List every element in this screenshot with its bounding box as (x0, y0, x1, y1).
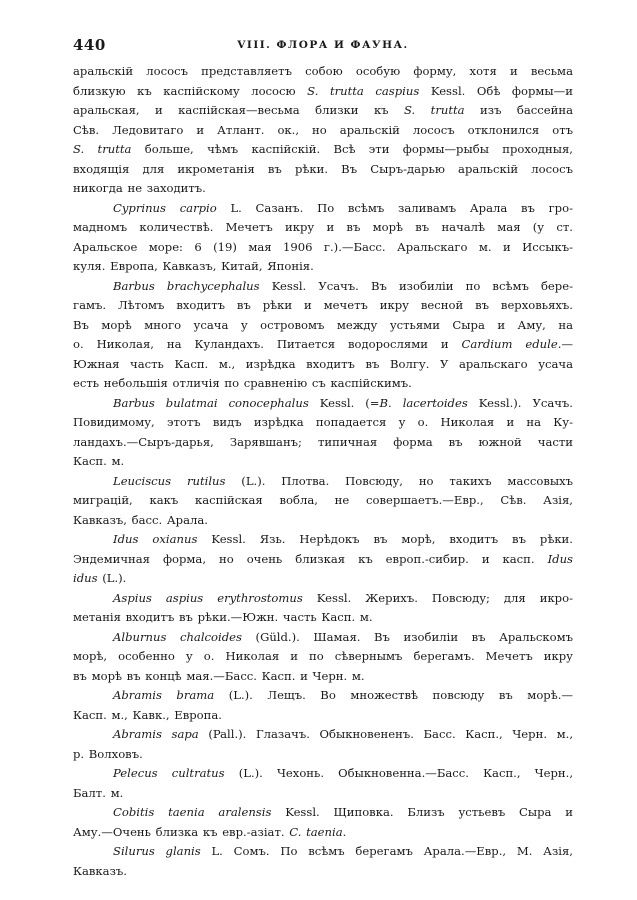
latin-name: Cardium edule (461, 337, 558, 351)
text-run: (L.). Лещъ. Во множествѣ повсюду въ морѣ.— (214, 688, 573, 702)
latin-name: Cobitis taenia aralensis (113, 805, 272, 819)
text-line (73, 608, 573, 628)
text-line (73, 257, 573, 277)
latin-name: Leuciscus rutilus (113, 473, 226, 488)
text-line (73, 179, 573, 199)
text-line (73, 550, 573, 570)
text-line (73, 764, 573, 784)
text-line (73, 433, 573, 453)
latin-name: Idus (547, 551, 573, 566)
text-run: близкую къ каспійскому лососю (73, 83, 308, 98)
latin-name: Cyprinus carpio (113, 200, 217, 215)
text-line (73, 628, 573, 648)
latin-name: B. lacertoides (379, 395, 468, 410)
text-line (73, 355, 573, 375)
text-run: (Güld.). Шамая. Въ изобиліи въ Аральскомъ (241, 629, 573, 644)
text-run: Балт. м. (73, 785, 124, 800)
text-line (73, 530, 573, 550)
species-entry (73, 589, 573, 628)
text-run: Въ морѣ много усача у островомъ между устьями Сыра и Аму, на (73, 317, 573, 332)
text-run: входящія для икрометанія въ рѣки. Въ Сыръ-дарью аральскій лососъ (73, 161, 573, 176)
latin-name: Pelecus cultratus (113, 766, 225, 780)
text-run: Kessl.). Усачъ. (467, 395, 573, 410)
text-run: больше, чѣмъ каспійскій. Всѣ эти формы—рыбы проходныя, (131, 142, 573, 156)
text-line (73, 452, 573, 472)
text-line (73, 725, 573, 745)
text-line (73, 218, 573, 238)
text-run: ландахъ.—Сыръ-дарья, Зарявшанъ; типичная форма въ южной части (73, 434, 573, 449)
text-run: Kessl. Обѣ формы—и (419, 83, 573, 98)
text-run: Kessl. Усачъ. Въ изобиліи по всѣмъ бере- (259, 278, 573, 293)
text-line (73, 491, 573, 511)
text-line (73, 842, 573, 862)
latin-name: idus (73, 571, 98, 585)
text-line (73, 296, 573, 316)
species-entry (73, 842, 573, 881)
text-line (73, 160, 573, 180)
latin-name: Abramis brama (113, 688, 215, 702)
text-line (73, 413, 573, 433)
text-line (73, 745, 573, 765)
text-run: есть небольшія отличія по сравненію съ каспійскимъ. (73, 376, 412, 390)
text-run: Сѣв. Ледовитаго и Атлант. ок., но аральскій лососъ отклонился отъ (73, 122, 573, 137)
continued-paragraph (73, 62, 573, 199)
text-line (73, 862, 573, 882)
text-line (73, 277, 573, 297)
text-run: Касп. м., Кавк., Европа. (73, 707, 222, 722)
species-entry (73, 725, 573, 764)
text-line (73, 140, 573, 160)
latin-name: Silurus glanis (113, 844, 201, 858)
text-run: Аму.—Очень близка къ евр.-азіат. (73, 824, 290, 839)
text-line (73, 374, 573, 394)
text-line (73, 394, 573, 414)
text-run: мадномъ количествѣ. Мечетъ икру и въ морѣ въ началѣ мая (у ст. (73, 220, 573, 234)
text-run: .— (557, 337, 573, 351)
text-line (73, 101, 573, 121)
text-run: Kessl. Язь. Нерѣдокъ въ морѣ, входитъ въ рѣки. (197, 532, 573, 546)
text-run: метанія входитъ въ рѣки.—Южн. часть Касп. м. (73, 610, 373, 624)
species-entry (73, 803, 573, 842)
text-run: Kessl. Жерихъ. Повсюду; для икро- (302, 590, 573, 605)
text-run: (Pall.). Глазачъ. Обыкновененъ. Басс. Касп., Черн. м., (198, 727, 573, 741)
text-run: L. Сазанъ. По всѣмъ заливамъ Арала въ гро- (216, 200, 573, 215)
text-line (73, 803, 573, 823)
latin-name: Aspius aspius erythrostomus (113, 590, 303, 605)
page-number: 440 (73, 36, 106, 54)
text-line (73, 121, 573, 141)
text-line (73, 784, 573, 804)
text-run: L. Сомъ. По всѣмъ берегамъ Арала.—Евр., М. Азія, (200, 844, 573, 858)
text-run: гамъ. Лѣтомъ входитъ въ рѣки и мечетъ икру весной въ верховьяхъ. (73, 298, 573, 312)
text-run: Повидимому, этотъ видъ изрѣдка попадается у о. Николая и на Ку- (73, 415, 573, 429)
species-entry (73, 530, 573, 589)
text-line (73, 472, 573, 492)
text-run: . (342, 824, 347, 839)
text-line (73, 199, 573, 219)
latin-name: Idus oxianus (113, 532, 198, 546)
latin-name: S. trutta caspius (307, 83, 420, 98)
latin-name: S. trutta (404, 103, 465, 117)
species-entry (73, 394, 573, 472)
latin-name: S. trutta (73, 142, 132, 156)
text-line (73, 706, 573, 726)
running-head: VIII. ФЛОРА И ФАУНА. (237, 39, 409, 51)
text-run: Kessl. Щиповка. Близъ устьевъ Сыра и (271, 805, 573, 819)
text-line (73, 82, 573, 102)
text-run: аральскій лососъ представляетъ собою особую форму, хотя и весьма (73, 64, 573, 78)
text-run: миграцій, какъ каспійская вобла, не совершаетъ.—Евр., Сѣв. Азія, (73, 493, 573, 507)
text-run: Kessl. (= (308, 395, 380, 410)
body-text (73, 62, 573, 881)
text-line (73, 686, 573, 706)
species-entry (73, 472, 573, 531)
text-line (73, 335, 573, 355)
latin-name: C. taenia (289, 824, 343, 839)
text-run: р. Волховъ. (73, 746, 143, 761)
page-header (73, 36, 573, 56)
text-run: Кавказъ, басс. Арала. (73, 512, 208, 527)
text-run: изъ бассейна (464, 103, 573, 117)
latin-name: Abramis sapa (113, 727, 199, 741)
text-line (73, 647, 573, 667)
species-entry (73, 277, 573, 394)
text-run: (L.). Чехонь. Обыкновенна.—Басс. Касп., Черн., (224, 766, 573, 780)
species-entry (73, 686, 573, 725)
text-line (73, 316, 573, 336)
species-entry (73, 764, 573, 803)
text-run: аральская, и каспійская—весьма близки къ (73, 103, 405, 117)
text-run: Кавказъ. (73, 863, 127, 878)
text-line (73, 823, 573, 843)
text-run: никогда не заходитъ. (73, 181, 206, 195)
text-run: Аральское море: 6 (19) мая 1906 г.).—Басс. Аральскаго м. и Иссыкъ- (73, 239, 573, 254)
text-run: куля. Европа, Кавказъ, Китай, Японія. (73, 259, 314, 273)
text-run: Южная часть Касп. м., изрѣдка входитъ въ Волгу. У аральскаго усача (73, 356, 573, 371)
text-run: (L.). (97, 571, 127, 585)
text-line (73, 589, 573, 609)
text-run: Касп. м. (73, 454, 125, 468)
latin-name: Alburnus chalcoides (113, 629, 242, 644)
text-line (73, 238, 573, 258)
latin-name: Barbus bulatmai conocephalus (113, 395, 309, 410)
text-run: Эндемичная форма, но очень близкая къ европ.-сибир. и касп. (73, 551, 548, 566)
species-entry (73, 628, 573, 687)
text-line (73, 667, 573, 687)
text-line (73, 62, 573, 82)
latin-name: Barbus brachycephalus (113, 278, 260, 293)
species-entry (73, 199, 573, 277)
text-run: (L.). Плотва. Повсюду, но такихъ массовыхъ (225, 473, 573, 488)
text-run: морѣ, особенно у о. Николая и по сѣвернымъ берегамъ. Мечетъ икру (73, 649, 573, 663)
text-run: въ морѣ въ концѣ мая.—Басс. Касп. и Черн. м. (73, 668, 365, 683)
text-line (73, 569, 573, 589)
text-run: о. Николая, на Куландахъ. Питается водорослями и (73, 337, 462, 351)
text-line (73, 511, 573, 531)
